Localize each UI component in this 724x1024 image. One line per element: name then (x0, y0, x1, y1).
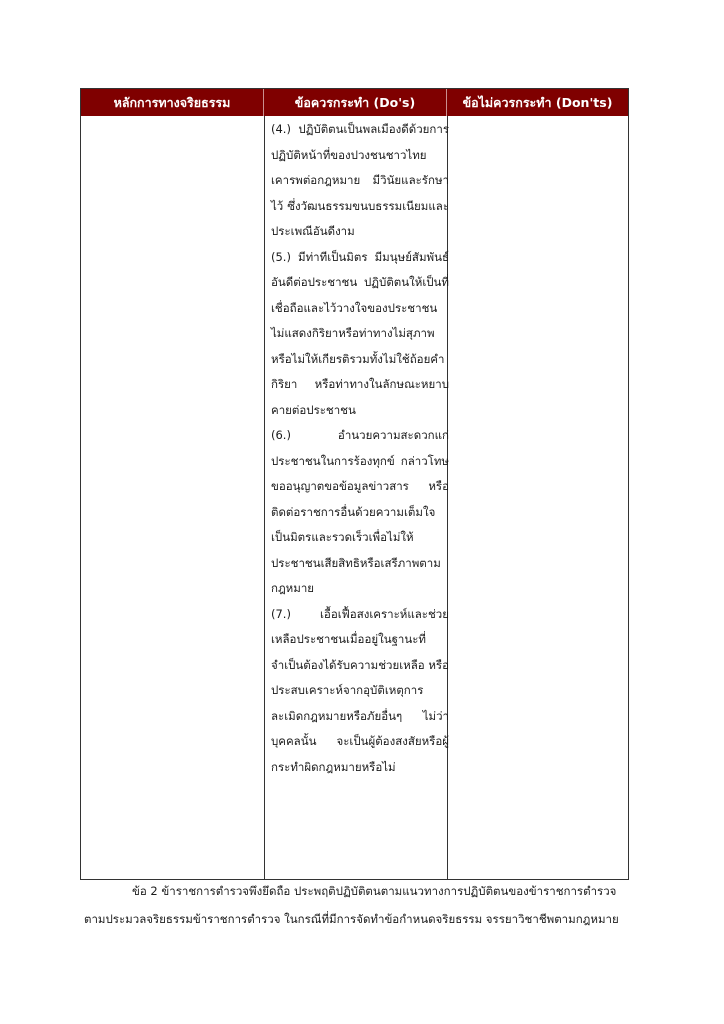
header-dos: ข้อควรกระทำ (Do's) (264, 89, 447, 116)
ethics-table (80, 88, 629, 880)
body-paragraph-line-1: ข้อ 2 ข้าราชการตำรวจพึงยึดถือ ประพฤติปฏิบัติตนตามแนวทางการปฏิบัติตนของข้าราชการตำรวจ (132, 884, 617, 898)
body-paragraph-line-2: ตามประมวลจริยธรรมข้าราชการตำรวจ ในกรณีที่มีการจัดทำข้อกำหนดจริยธรรม จรรยาวิชาชีพตามกฎหมาย (84, 912, 619, 926)
table-header-row (81, 89, 628, 116)
dos-item-5: (5.) มีท่าทีเป็นมิตร มีมนุษย์สัมพันธ์อันดีต่อประชาชน ปฏิบัติตนให้เป็นที่เชื่อถือและไว้วางใจของประชาชนไม่แสดงกิริยาหรือท่าทางไม่สุภาพหรือไม่ให้เกียรติรวมทั้งไม่ใช้ถ้อยคำกิริยา หรือท่าทางในลักษณะหยาบคายต่อประชาชน (271, 249, 449, 417)
dos-item-6: (6.) อำนวยความสะดวกแก่ประชาชนในการร้องทุกข์ กล่าวโทษ ขออนุญาตขอข้อมูลข่าวสาร หรือติดต่อราชการอื่นด้วยความเต็มใจ เป็นมิตรและรวดเร็วเพื่อไม่ให้ประชาชนเสียสิทธิหรือเสรีภาพตามกฎหมาย (271, 428, 449, 595)
header-donts: ข้อไม่ควรกระทำ (Don'ts) (462, 94, 613, 110)
dos-item-7: (7.) เอื้อเฟื้อสงเคราะห์และช่วยเหลือประชาชนเมื่ออยู่ในฐานะที่จำเป็นต้องได้รับความช่วยเหลือ หรือประสบเคราะห์จากอุบัติเหตุการละเมิดกฎหมายหรือภัยอื่นๆ ไม่ว่าบุคคลนั้น จะเป็นผู้ต้องสงสัยหรือผู้กระทำผิดกฎหมายหรือไม่ (271, 606, 449, 774)
header-principle: หลักการทางจริยธรรม (81, 89, 264, 116)
dos-list (271, 117, 449, 780)
column-divider (264, 116, 265, 879)
dos-item-4: (4.) ปฏิบัติตนเป็นพลเมืองดีด้วยการปฏิบัติหน้าที่ของปวงชนชาวไทยเคารพต่อกฎหมาย มีวินัยและรักษาไว้ ซึ่งวัฒนธรรมขนบธรรมเนียมและประเพณีอันดีงาม (271, 122, 449, 238)
